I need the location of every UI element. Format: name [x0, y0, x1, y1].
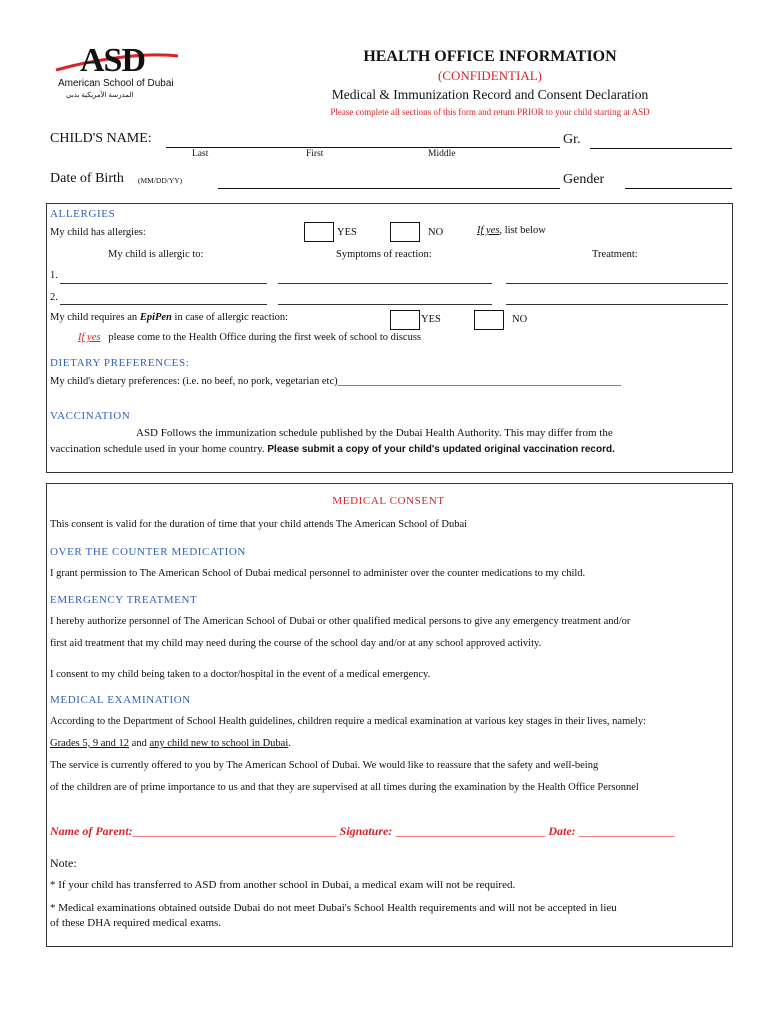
- logo-school-name: American School of Dubai: [58, 78, 174, 89]
- treatment-header: Treatment:: [592, 249, 638, 260]
- has-allergies-label: My child has allergies:: [50, 227, 146, 238]
- come-to-office-text: please come to the Health Office during the first week of school to discuss: [108, 332, 422, 343]
- vaccination-line2-text: vaccination schedule used in your home country.: [50, 443, 265, 455]
- symptoms-header: Symptoms of reaction:: [336, 249, 432, 260]
- service-text-line2: of the children are of prime importance to us and that they are supervised at all times during the examination by the Health Office Personnel: [50, 782, 639, 793]
- parent-name-field[interactable]: __________________________________: [132, 824, 337, 838]
- allergy-1-treatment-field[interactable]: [506, 283, 728, 284]
- list-below-text: , list below: [499, 225, 546, 236]
- grade-field[interactable]: [590, 148, 732, 149]
- allergies-yes-checkbox[interactable]: [304, 222, 334, 242]
- logo-arabic: المدرسة الأمريكية بدبي: [66, 92, 134, 99]
- dob-field[interactable]: [218, 188, 560, 189]
- dietary-heading: DIETARY PREFERENCES:: [50, 357, 190, 369]
- childs-name-label: CHILD'S NAME:: [50, 131, 152, 146]
- medical-consent-heading: MEDICAL CONSENT: [332, 495, 445, 507]
- last-name-caption: Last: [192, 149, 209, 159]
- emergency-text-line1: I hereby authorize personnel of The American School of Dubai or other qualified medical persons to give any emergency treatment and/or: [50, 616, 631, 627]
- note-outside-dubai-line1: * Medical examinations obtained outside Dubai do not meet Dubai's School Health requirements and will not be accepted in lieu: [50, 902, 617, 914]
- consent-validity: This consent is valid for the duration of time that your child attends The American School of Dubai: [50, 519, 468, 530]
- exam-and: and: [129, 738, 150, 749]
- allergy-2-symptoms-field[interactable]: [278, 304, 492, 305]
- exam-grades-line: [50, 738, 291, 749]
- dietary-preferences-field[interactable]: My child's dietary preferences: (i.e. no beef, no pork, vegetarian etc)______________________________________________________: [50, 376, 622, 387]
- vaccination-submit-note: Please submit a copy of your child's updated original vaccination record.: [267, 444, 615, 455]
- epipen-pre-text: My child requires an: [50, 312, 140, 323]
- signature-line: [50, 824, 675, 839]
- allergy-1-symptoms-field[interactable]: [278, 283, 492, 284]
- form-subtitle: Medical & Immunization Record and Consent Declaration: [331, 87, 649, 102]
- epipen-yes-checkbox[interactable]: [390, 310, 420, 330]
- vaccination-text-line2: [50, 443, 615, 455]
- logo-brand: ASD: [80, 42, 146, 79]
- epipen-term: EpiPen: [139, 312, 172, 323]
- parent-name-label: Name of Parent:: [50, 824, 133, 838]
- exam-period: .: [288, 738, 291, 749]
- confidential-label: (CONFIDENTIAL): [438, 68, 542, 83]
- dob-format: (MM/DD/YY): [138, 176, 183, 185]
- allergy-1-allergen-field[interactable]: [60, 283, 267, 284]
- form-title: HEALTH OFFICE INFORMATION: [363, 48, 617, 65]
- epipen-yes-label: YES: [421, 314, 441, 325]
- signature-field[interactable]: _________________________: [392, 824, 546, 838]
- first-name-caption: First: [306, 149, 324, 159]
- note-label: Note:: [50, 856, 77, 870]
- otc-heading: OVER THE COUNTER MEDICATION: [50, 546, 246, 558]
- epipen-no-checkbox[interactable]: [474, 310, 504, 330]
- middle-name-caption: Middle: [428, 149, 456, 159]
- note-transfer: * If your child has transferred to ASD from another school in Dubai, a medical exam will not be required.: [50, 879, 516, 891]
- signature-label: Signature:: [339, 824, 393, 838]
- allergic-to-header: My child is allergic to:: [108, 249, 204, 260]
- allergy-row-1-number: 1.: [50, 270, 58, 281]
- dob-label: Date of Birth: [50, 171, 124, 186]
- allergy-2-allergen-field[interactable]: [60, 304, 267, 305]
- allergies-heading: ALLERGIES: [50, 208, 116, 220]
- date-field[interactable]: ________________: [575, 824, 675, 838]
- allergy-row-2-number: 2.: [50, 292, 58, 303]
- exam-new-child: any child new to school in Dubai: [149, 738, 289, 749]
- note-outside-dubai-line2: of these DHA required medical exams.: [50, 917, 222, 929]
- childs-name-field[interactable]: [166, 147, 560, 148]
- epipen-post-text: in case of allergic reaction:: [171, 312, 289, 323]
- otc-text: I grant permission to The American School of Dubai medical personnel to administer over the counter medications to my child.: [50, 568, 586, 579]
- allergies-no-checkbox[interactable]: [390, 222, 420, 242]
- if-yes-text: If yes: [477, 225, 500, 236]
- exam-text-line1: According to the Department of School Health guidelines, children require a medical examination at various key stages in their lives, namely:: [50, 716, 646, 727]
- allergies-no-label: NO: [428, 227, 444, 238]
- gender-label: Gender: [563, 172, 605, 187]
- emergency-heading: EMERGENCY TREATMENT: [50, 594, 198, 606]
- gender-field[interactable]: [625, 188, 732, 189]
- epipen-instruction: [78, 332, 421, 343]
- exam-grades: Grades 5, 9 and 12: [50, 738, 130, 749]
- grade-label: Gr.: [563, 132, 581, 147]
- if-yes-epipen: If yes: [78, 332, 101, 343]
- epipen-question: [50, 312, 288, 323]
- form-instruction: Please complete all sections of this form and return PRIOR to your child starting at ASD: [330, 107, 650, 117]
- date-label: Date:: [548, 824, 576, 838]
- if-yes-list-below: [477, 225, 546, 236]
- vaccination-text-line1: ASD Follows the immunization schedule published by the Dubai Health Authority. This may differ from the: [136, 427, 613, 439]
- epipen-no-label: NO: [512, 314, 528, 325]
- hospital-consent-text: I consent to my child being taken to a doctor/hospital in the event of a medical emergency.: [50, 669, 431, 680]
- service-text-line1: The service is currently offered to you by The American School of Dubai. We would like to reassure that the safety and well-being: [50, 760, 599, 771]
- exam-heading: MEDICAL EXAMINATION: [50, 694, 191, 706]
- school-logo: [52, 40, 182, 106]
- vaccination-heading: VACCINATION: [50, 410, 131, 422]
- allergies-yes-label: YES: [337, 227, 357, 238]
- emergency-text-line2: first aid treatment that my child may need during the course of the school day and/or at any school approved activity.: [50, 638, 542, 649]
- allergy-2-treatment-field[interactable]: [506, 304, 728, 305]
